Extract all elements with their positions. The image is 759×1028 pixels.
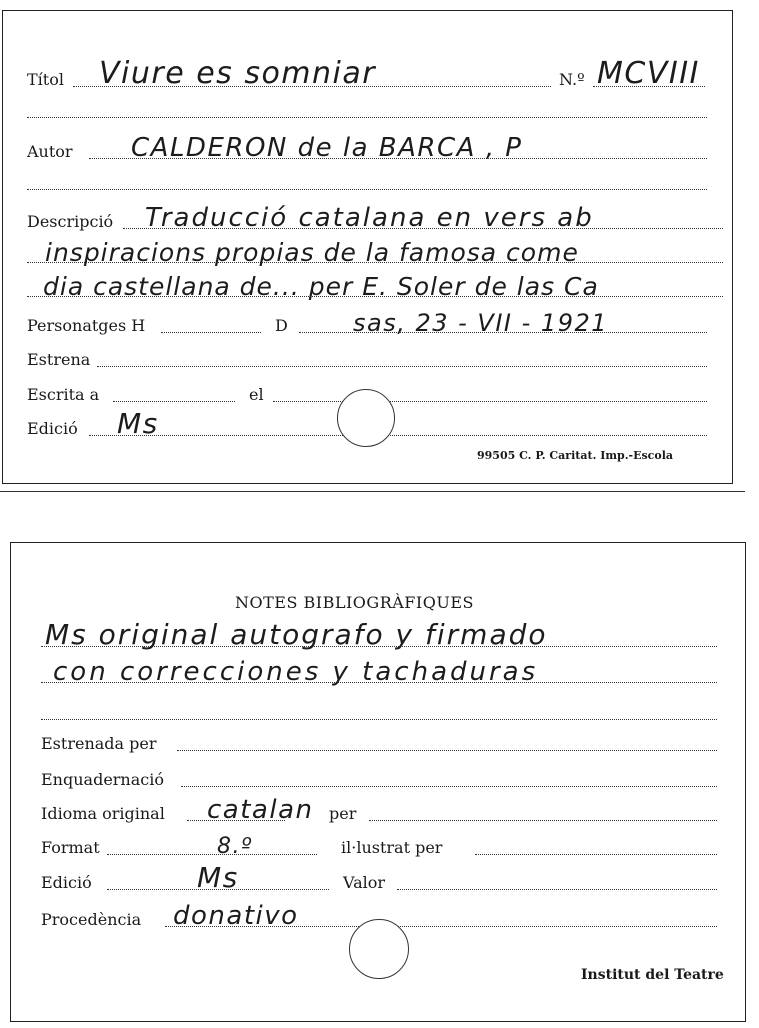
edicio-label: Edició <box>27 419 78 438</box>
notes-row-1 <box>41 618 731 653</box>
descripcio-label: Descripció <box>27 212 114 231</box>
titol-value: Viure es somniar <box>99 56 377 91</box>
descripcio-text-2: inspiracions propias de la famosa come <box>45 238 579 267</box>
valor-label: Valor <box>343 873 386 892</box>
notes-text-2: con correcciones y tachaduras <box>53 657 539 687</box>
el-label: el <box>249 385 264 404</box>
back-edicio-row <box>41 861 731 896</box>
enquadernacio-row <box>41 763 731 793</box>
estrenada-label: Estrenada per <box>41 734 157 753</box>
illustrat-label: il·lustrat per <box>341 838 443 857</box>
autor-value: CALDERON de la BARCA , P <box>131 133 523 163</box>
idioma-label: Idioma original <box>41 804 165 823</box>
estrenada-line <box>177 750 717 751</box>
card-separator <box>0 491 745 492</box>
titol-row <box>27 56 717 93</box>
blank-line <box>27 117 707 118</box>
procedencia-label: Procedència <box>41 910 142 929</box>
numero-label: N.º <box>559 70 585 89</box>
back-edicio-label: Edició <box>41 873 92 892</box>
notes-row-2 <box>41 659 731 689</box>
institution-name: Institut del Teatre <box>581 967 724 983</box>
blank-line <box>27 189 707 190</box>
descripcio-row-3 <box>27 273 732 303</box>
blank-line <box>41 719 717 720</box>
escrita-line <box>113 401 235 402</box>
numero-value: MCVIII <box>597 56 700 91</box>
printer-mark: 99505 C. P. Caritat. Imp.-Escola <box>477 449 674 462</box>
valor-line <box>397 889 717 890</box>
descripcio-row <box>27 205 732 235</box>
estrenada-row <box>41 727 731 757</box>
idioma-per-label: per <box>329 804 357 823</box>
escrita-label: Escrita a <box>27 385 100 404</box>
edicio-line <box>89 435 707 436</box>
catalog-card-back <box>10 542 746 1022</box>
enquadernacio-line <box>181 786 717 787</box>
enquadernacio-label: Enquadernació <box>41 770 164 789</box>
illustrat-line <box>475 854 717 855</box>
personatges-value: sas, 23 - VII - 1921 <box>353 309 608 337</box>
titol-label: Títol <box>27 70 64 89</box>
estrena-row <box>27 343 717 373</box>
personatges-h-line <box>161 332 261 333</box>
autor-label: Autor <box>27 142 73 161</box>
notes-heading: NOTES BIBLIOGRÀFIQUES <box>235 593 474 612</box>
el-line <box>273 401 707 402</box>
autor-row <box>27 135 717 165</box>
notes-text-1: Ms original autografo y firmado <box>45 618 548 651</box>
estrena-line <box>97 366 707 367</box>
personatges-row <box>27 309 717 339</box>
punch-hole <box>349 919 409 979</box>
format-value: 8.º <box>217 834 253 859</box>
descripcio-text-1: Traducció catalana en vers ab <box>145 203 594 233</box>
descripcio-row-2 <box>27 239 732 269</box>
punch-hole <box>337 389 395 447</box>
descripcio-text-3: dia castellana de... per E. Soler de las Ca <box>43 272 599 301</box>
idioma-per-line <box>369 820 717 821</box>
format-label: Format <box>41 838 100 857</box>
catalog-card-front <box>2 10 733 484</box>
back-edicio-value: Ms <box>197 861 239 894</box>
format-row <box>41 831 731 861</box>
estrena-label: Estrena <box>27 350 91 369</box>
personatges-d-label: D <box>275 316 288 335</box>
personatges-label: Personatges H <box>27 316 146 335</box>
idioma-value: catalan <box>207 795 314 825</box>
procedencia-value: donativo <box>173 901 299 931</box>
idioma-row <box>41 797 731 827</box>
format-line <box>107 854 317 855</box>
edicio-value: Ms <box>117 407 159 440</box>
